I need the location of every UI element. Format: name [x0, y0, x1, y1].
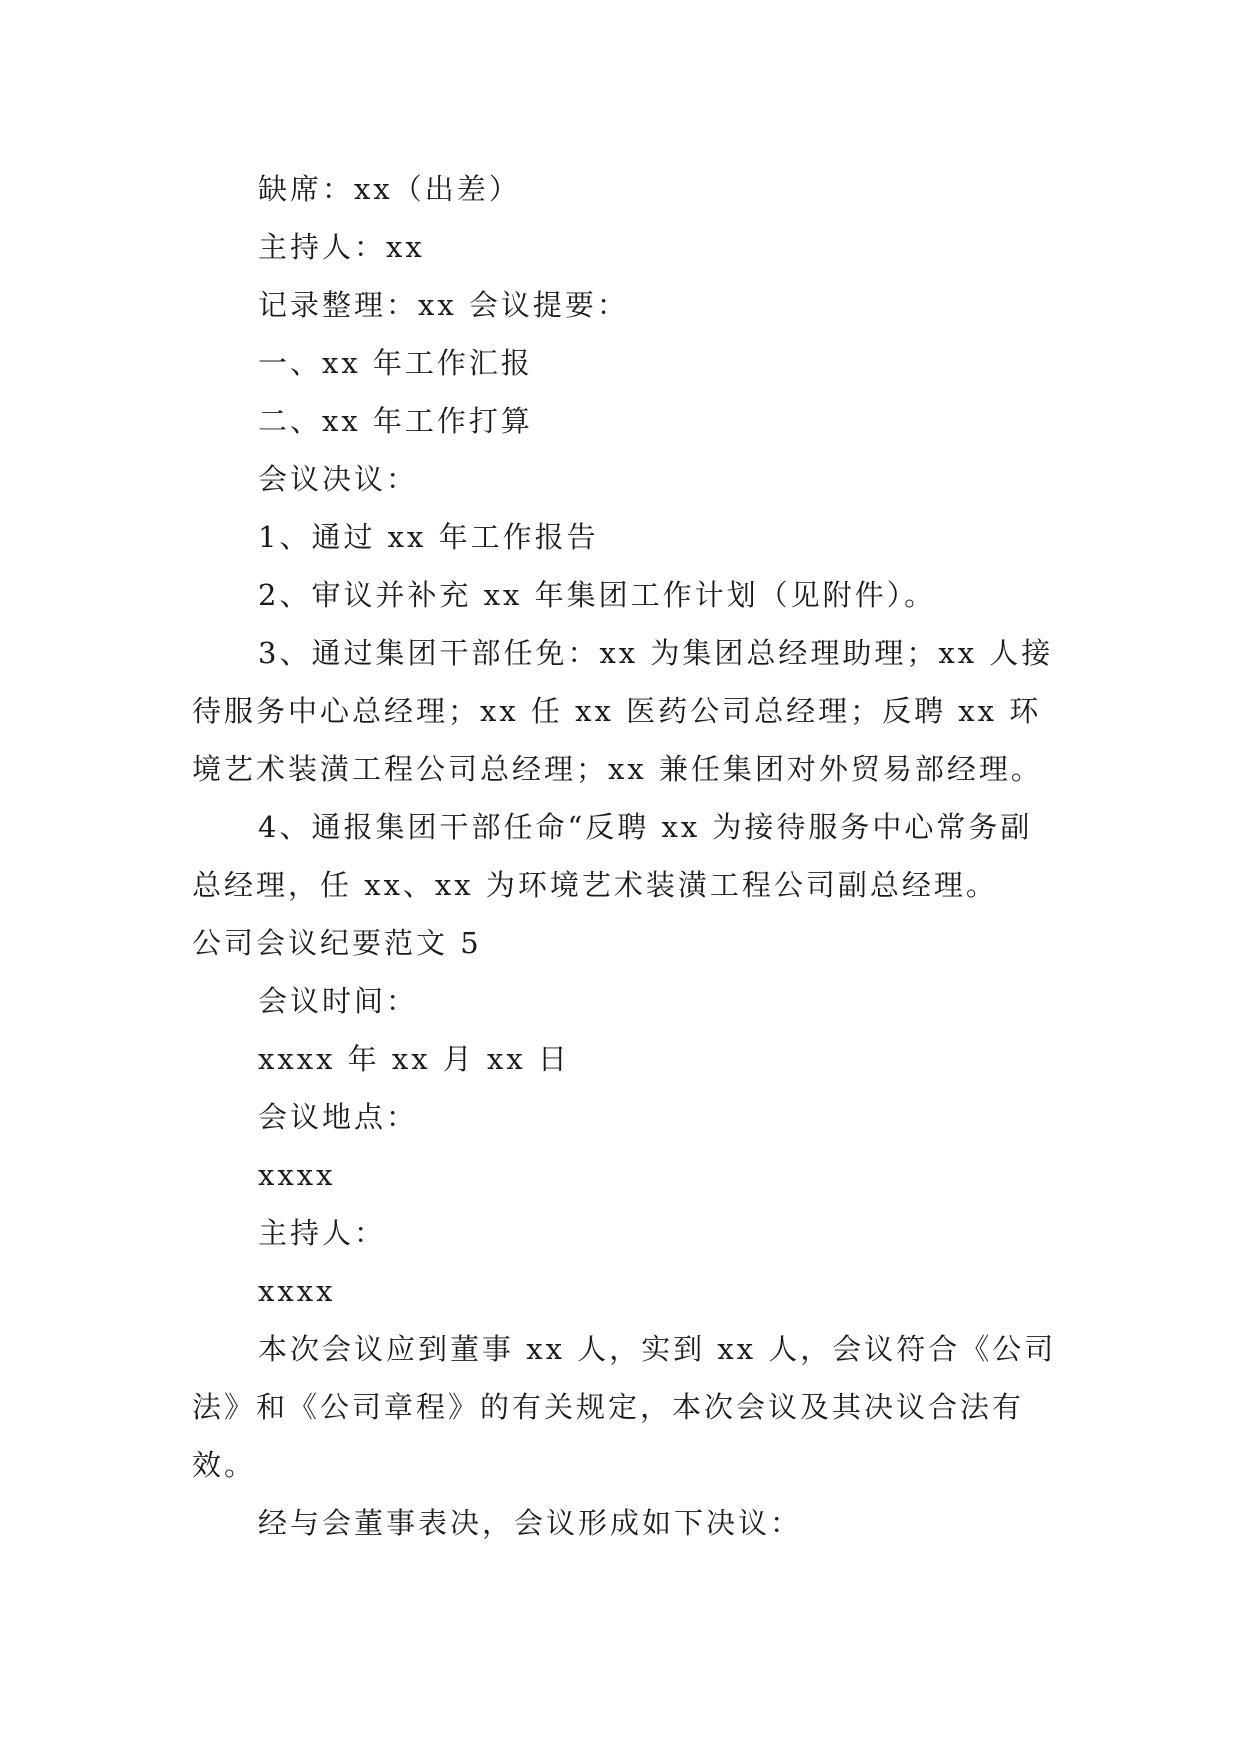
section-heading: 公司会议纪要范文 5: [192, 926, 482, 960]
resolution-1: 1、通过 xx 年工作报告: [258, 520, 599, 554]
host-label: 主持人：: [258, 1216, 387, 1250]
recorder-line: 记录整理：xx 会议提要：: [258, 288, 629, 322]
absence-line: 缺席：xx（出差）: [258, 172, 521, 206]
meeting-time-value: xxxx 年 xx 月 xx 日: [258, 1042, 570, 1076]
resolutions-label: 会议决议：: [258, 462, 419, 496]
resolution-4: 4、通报集团干部任命“反聘 xx 为接待服务中心常务副总经理，任 xx、xx 为环境艺术装潢工程公司副总经理。: [192, 810, 1033, 902]
agenda-item-1: 一、xx 年工作汇报: [258, 346, 533, 380]
attendance-paragraph: 本次会议应到董事 xx 人，实到 xx 人，会议符合《公司法》和《公司章程》的有关规定，本次会议及其决议合法有效。: [192, 1332, 1057, 1482]
meeting-time-label: 会议时间：: [258, 984, 419, 1018]
host-value: xxxx: [258, 1274, 336, 1308]
resolution-3: 3、通过集团干部任免：xx 为集团总经理助理；xx 人接待服务中心总经理；xx 任 xx 医药公司总经理；反聘 xx 环境艺术装潢工程公司总经理；xx 兼任集团对外贸易部经理。: [192, 636, 1054, 786]
host-line: 主持人：xx: [258, 230, 425, 264]
meeting-location-label: 会议地点：: [258, 1100, 419, 1134]
resolution-2: 2、审议并补充 xx 年集团工作计划（见附件）。: [258, 578, 937, 612]
agenda-item-2: 二、xx 年工作打算: [258, 404, 533, 438]
meeting-location-value: xxxx: [258, 1158, 336, 1192]
document-body: [192, 160, 1058, 1552]
vote-intro-paragraph: 经与会董事表决，会议形成如下决议：: [258, 1506, 803, 1540]
